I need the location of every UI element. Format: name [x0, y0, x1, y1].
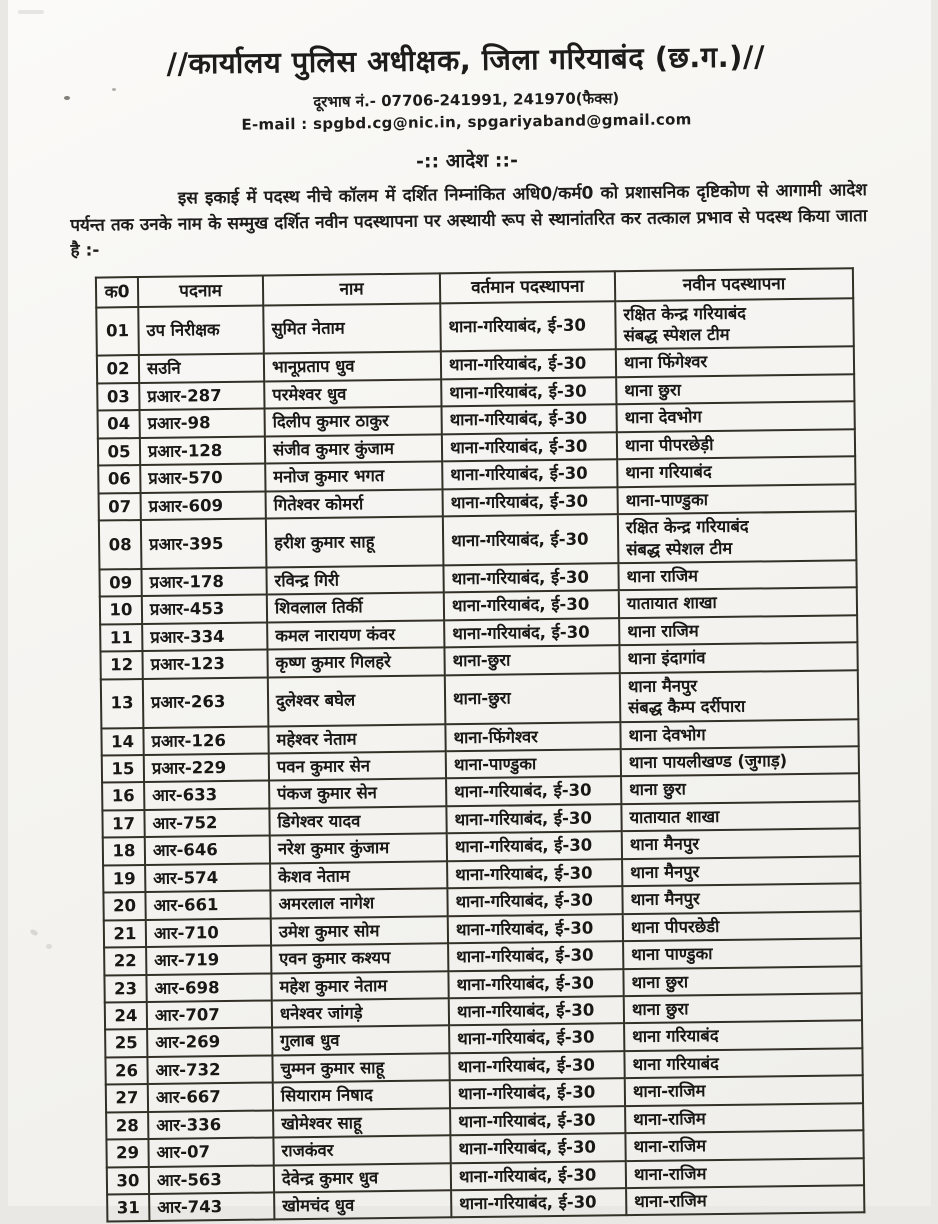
col-header-current-posting: वर्तमान पदस्थापना [439, 271, 614, 303]
cell-name: शिवलाल तिर्की [266, 593, 443, 623]
cell-current: थाना-गरियाबंद, ई-30 [443, 591, 618, 621]
cell-sn: 29 [106, 1139, 148, 1167]
office-title: //कार्यालय पुलिस अधीक्षक, जिला गरियाबंद (छ.ग.)// [165, 39, 765, 81]
cell-name: पंकज कुमार सेन [269, 779, 446, 809]
cell-designation: आर-646 [144, 836, 269, 865]
cell-new: यातायात शाखा [621, 801, 859, 831]
col-header-serial: क0 [95, 277, 137, 308]
cell-designation: प्रआर-178 [141, 567, 266, 596]
cell-current: थाना-छुरा [444, 645, 619, 675]
cell-designation: आर-574 [145, 863, 270, 892]
cell-new: थाना मैनपुर [621, 829, 859, 859]
cell-name: खोमचंद धुव [274, 1190, 451, 1220]
cell-sn: 17 [102, 810, 144, 838]
cell-current: थाना-गरियाबंद, ई-30 [442, 514, 618, 565]
cell-current: थाना-पाण्डुका [445, 749, 620, 779]
cell-designation: उप निरीक्षक [138, 305, 264, 355]
cell-sn: 25 [105, 1029, 147, 1057]
cell-sn: 04 [97, 410, 139, 438]
cell-name: नरेश कुमार कुंजाम [269, 834, 446, 864]
cell-name: परमेश्वर धुव [264, 379, 441, 409]
cell-designation: आर-661 [145, 891, 270, 920]
cell-sn: 14 [101, 728, 143, 756]
cell-sn: 23 [104, 975, 146, 1003]
cell-name: एवन कुमार कश्यप [271, 943, 448, 973]
cell-name: गितेश्वर कोमर्रा [265, 489, 442, 519]
cell-sn: 01 [96, 307, 139, 356]
cell-sn: 06 [98, 465, 140, 493]
cell-name: सुमित नेताम [263, 303, 441, 354]
cell-designation: आर-719 [146, 946, 271, 975]
cell-current: थाना-गरियाबंद, ई-30 [448, 969, 623, 999]
cell-name: राजकंवर [273, 1135, 450, 1165]
cell-name: संजीव कुमार कुंजाम [264, 434, 441, 464]
cell-designation: प्रआर-98 [139, 409, 264, 438]
cell-new: थाना-राजिम [625, 1103, 863, 1133]
cell-name: अमरलाल नागेश [270, 889, 447, 919]
cell-sn: 31 [107, 1194, 149, 1222]
cell-sn: 20 [103, 892, 145, 920]
cell-name: मनोज कुमार भगत [265, 462, 442, 492]
cell-new: थाना मैनपुर संबद्ध कैम्प दर्रीपारा [619, 670, 858, 722]
cell-current: थाना-गरियाबंद, ई-30 [444, 618, 619, 648]
cell-designation: आर-07 [148, 1138, 273, 1167]
cell-current: थाना-गरियाबंद, ई-30 [451, 1188, 626, 1218]
cell-new: थाना-राजिम [625, 1130, 863, 1160]
cell-sn: 18 [102, 837, 144, 865]
cell-current: थाना-गरियाबंद, ई-30 [440, 350, 615, 380]
cell-designation: प्रआर-395 [140, 519, 266, 569]
cell-name: कमल नारायण कंवर [267, 620, 444, 650]
cell-designation: आर-667 [147, 1083, 272, 1112]
cell-sn: 26 [105, 1057, 147, 1085]
cell-name: धनेश्वर जांगड़े [271, 998, 448, 1028]
cell-name: खोमेश्वर साहू [273, 1108, 450, 1138]
cell-name: केशव नेताम [270, 861, 447, 891]
cell-sn: 30 [106, 1167, 148, 1195]
cell-current: थाना-गरियाबंद, ई-30 [441, 405, 616, 435]
cell-current: थाना-गरियाबंद, ई-30 [450, 1106, 625, 1136]
cell-current: थाना-छुरा [444, 673, 620, 724]
cell-designation: आर-698 [146, 973, 271, 1002]
cell-current: थाना-गरियाबंद, ई-30 [448, 996, 623, 1026]
cell-sn: 03 [97, 383, 139, 411]
letterhead [4, 34, 929, 178]
cell-designation: आर-743 [149, 1192, 274, 1221]
phone-line: दूरभाष नं.- 07706-241991, 241970(फैक्स) [312, 89, 619, 111]
cell-current: थाना-गरियाबंद, ई-30 [446, 777, 621, 807]
cell-designation: प्रआर-570 [140, 464, 265, 493]
cell-designation: आर-752 [144, 808, 269, 837]
cell-designation: प्रआर-287 [139, 381, 264, 410]
cell-sn: 08 [98, 520, 141, 569]
cell-new: थाना-राजिम [626, 1185, 864, 1215]
cell-new: रक्षित केन्द्र गरियाबंद संबद्ध स्पेशल टीम [617, 511, 856, 563]
order-heading: -:: आदेश ::- [415, 149, 518, 173]
cell-new: थाना राजिम [619, 615, 857, 645]
cell-new: थाना फिंगेश्वर [615, 347, 853, 377]
col-header-new-posting: नवीन पदस्थापना [614, 268, 852, 301]
cell-new: थाना छुरा [621, 774, 859, 804]
cell-sn: 24 [104, 1002, 146, 1030]
cell-new: थाना देवभोग [616, 402, 854, 432]
cell-current: थाना-गरियाबंद, ई-30 [450, 1161, 625, 1191]
cell-current: थाना-गरियाबंद, ई-30 [447, 859, 622, 889]
cell-sn: 21 [103, 920, 145, 948]
cell-sn: 27 [105, 1084, 147, 1112]
cell-name: रविन्द्र गिरी [266, 565, 443, 595]
col-header-designation: पदनाम [137, 275, 262, 307]
cell-name: भानूप्रताप धुव [263, 352, 440, 382]
cell-sn: 16 [102, 782, 144, 810]
cell-new: थाना छुरा [623, 966, 861, 996]
cell-current: थाना-गरियाबंद, ई-30 [441, 377, 616, 407]
cell-designation: प्रआर-609 [140, 491, 265, 520]
cell-new: थाना मैनपुर [622, 883, 860, 913]
cell-current: थाना-गरियाबंद, ई-30 [449, 1051, 624, 1081]
cell-new: थाना-राजिम [625, 1158, 863, 1188]
cell-new: रक्षित केन्द्र गरियाबंद संबद्ध स्पेशल टीम [615, 298, 854, 350]
cell-current: थाना-गरियाबंद, ई-30 [450, 1133, 625, 1163]
email-line: E-mail : spgbd.cg@nic.in, spgariyaband@gmail.com [240, 110, 692, 134]
cell-current: थाना-गरियाबंद, ई-30 [446, 804, 621, 834]
cell-sn: 02 [96, 356, 138, 384]
cell-new: यातायात शाखा [618, 588, 856, 618]
cell-designation: आर-707 [146, 1000, 271, 1029]
cell-designation: आर-710 [145, 918, 270, 947]
cell-new: थाना गरियाबंद [617, 457, 855, 487]
cell-current: थाना-गरियाबंद, ई-30 [440, 301, 616, 352]
document-content [3, 0, 938, 1224]
cell-designation: सउनि [138, 354, 263, 383]
cell-sn: 09 [99, 569, 141, 597]
cell-sn: 10 [99, 596, 141, 624]
cell-sn: 07 [98, 493, 140, 521]
cell-designation: आर-336 [148, 1110, 273, 1139]
cell-designation: प्रआर-453 [141, 595, 266, 624]
cell-designation: आर-732 [147, 1055, 272, 1084]
cell-name: महेश कुमार नेताम [271, 971, 448, 1001]
cell-current: थाना-गरियाबंद, ई-30 [446, 832, 621, 862]
cell-new: थाना गरियाबंद [624, 1021, 862, 1051]
cell-designation: आर-269 [147, 1028, 272, 1057]
cell-current: थाना-गरियाबंद, ई-30 [449, 1024, 624, 1054]
cell-new: थाना छुरा [623, 993, 861, 1023]
cell-sn: 11 [100, 624, 142, 652]
cell-new: थाना मैनपुर [622, 856, 860, 886]
cell-name: दुलेश्वर बघेल [267, 675, 445, 726]
cell-designation: प्रआर-126 [143, 726, 268, 755]
cell-current: थाना-गरियाबंद, ई-30 [448, 941, 623, 971]
cell-name: डिगेश्वर यादव [269, 806, 446, 836]
cell-current: थाना-गरियाबंद, ई-30 [447, 886, 622, 916]
cell-current: थाना-गरियाबंद, ई-30 [449, 1078, 624, 1108]
cell-sn: 28 [106, 1112, 148, 1140]
cell-name: दिलीप कुमार ठाकुर [264, 407, 441, 437]
cell-designation: प्रआर-229 [143, 754, 268, 783]
cell-name: कृष्ण कुमार गिलहरे [267, 648, 444, 678]
cell-sn: 05 [97, 438, 139, 466]
cell-current: थाना-गरियाबंद, ई-30 [442, 459, 617, 489]
cell-sn: 19 [103, 865, 145, 893]
cell-name: सियाराम निषाद [272, 1081, 449, 1111]
transfer-table [94, 267, 865, 1223]
order-intro-paragraph: इस इकाई में पदस्थ नीचे कॉलम में दर्शित निम्नांकित अधि0/कर्म0 को प्रशासनिक दृष्टिकोण से आगामी आदेश पर्यन्त तक उनके नाम के सम्मुख दर्शित नवीन पदस्थापना पर अस्थायी रूप से स्थानांतरित कर तत्काल प्रभाव से पदस्थ किया जाता है :- [69, 180, 867, 261]
cell-designation: आर-633 [144, 781, 269, 810]
cell-new: थाना-पाण्डुका [617, 484, 855, 514]
scanned-order-document [8, 0, 931, 1218]
cell-new: थाना देवभोग [620, 719, 858, 749]
cell-name: देवेन्द्र कुमार धुव [273, 1163, 450, 1193]
cell-name: उमेश कुमार सोम [270, 916, 447, 946]
cell-designation: आर-563 [148, 1165, 273, 1194]
cell-current: थाना-फिंगेश्वर [445, 722, 620, 752]
cell-name: चुम्मन कुमार साहू [272, 1053, 449, 1083]
col-header-name: नाम [262, 273, 439, 305]
cell-sn: 13 [100, 679, 143, 728]
cell-designation: प्रआर-123 [142, 650, 267, 679]
cell-new: थाना पायलीखण्ड (जुगाड़) [620, 746, 858, 776]
cell-new: थाना गरियाबंद [624, 1048, 862, 1078]
cell-name: महेश्वर नेताम [268, 724, 445, 754]
cell-new: थाना राजिम [618, 560, 856, 590]
cell-name: गुलाब धुव [272, 1026, 449, 1056]
cell-new: थाना-राजिम [624, 1076, 862, 1106]
cell-designation: प्रआर-128 [139, 436, 264, 465]
cell-current: थाना-गरियाबंद, ई-30 [441, 432, 616, 462]
cell-sn: 12 [100, 651, 142, 679]
cell-designation: प्रआर-334 [142, 622, 267, 651]
cell-current: थाना-गरियाबंद, ई-30 [447, 914, 622, 944]
cell-name: पवन कुमार सेन [268, 751, 445, 781]
cell-new: थाना पीपरछेड़ी [616, 429, 854, 459]
cell-new: थाना पीपरछेडी [622, 911, 860, 941]
cell-name: हरीश कुमार साहू [265, 516, 443, 567]
cell-new: थाना इंदागांव [619, 643, 857, 673]
cell-sn: 22 [104, 947, 146, 975]
cell-designation: प्रआर-263 [142, 677, 268, 727]
cell-sn: 15 [101, 755, 143, 783]
cell-current: थाना-गरियाबंद, ई-30 [442, 487, 617, 517]
cell-new: थाना छुरा [616, 374, 854, 404]
cell-current: थाना-गरियाबंद, ई-30 [443, 563, 618, 593]
cell-new: थाना पाण्डुका [623, 938, 861, 968]
